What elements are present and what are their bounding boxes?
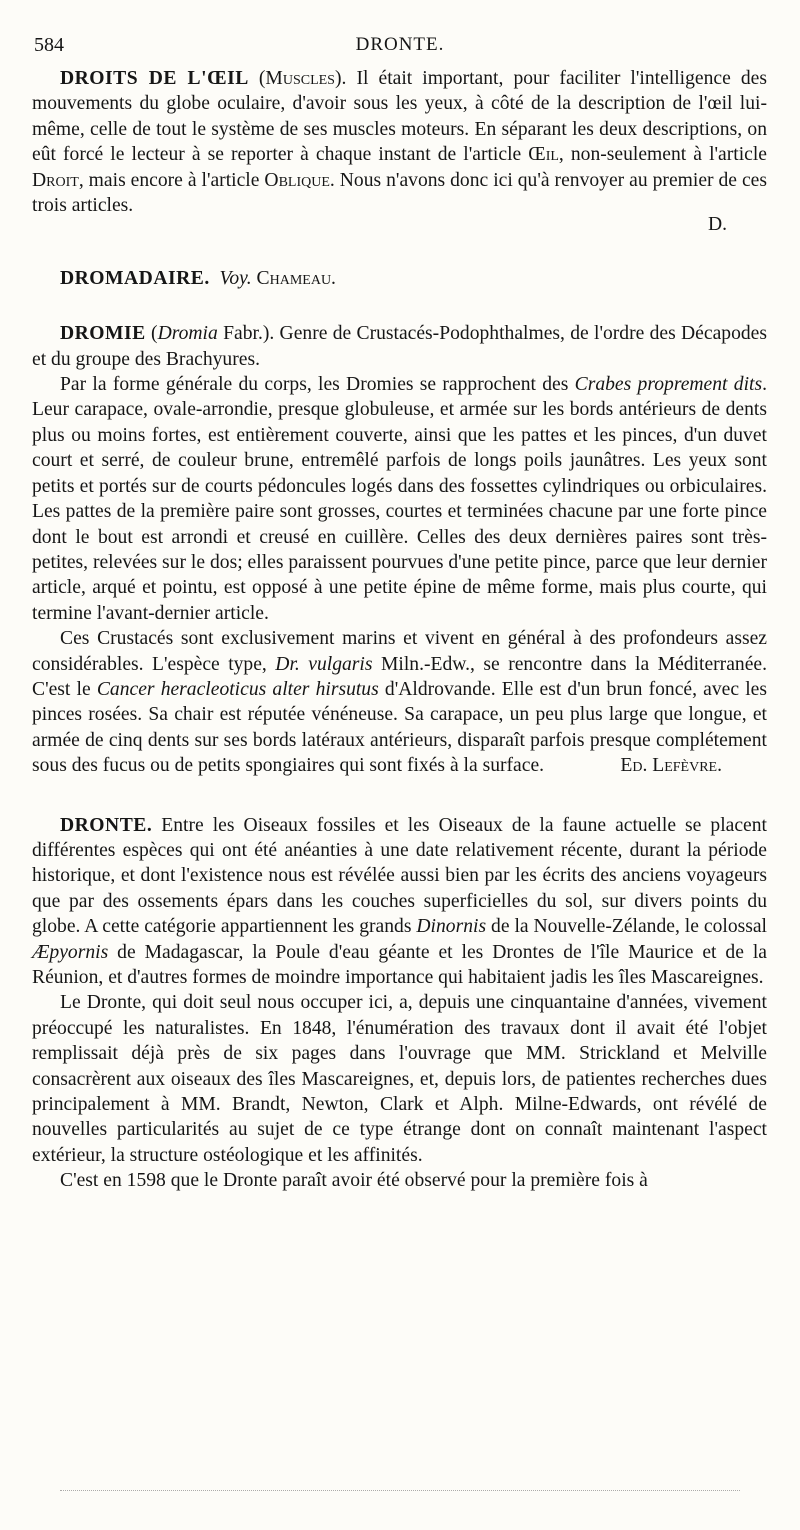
cross-reference: Œil xyxy=(528,144,559,166)
headword: DROMADAIRE. xyxy=(60,267,210,289)
headword: DRONTE. xyxy=(60,814,153,836)
text-run: Ces Crustacés sont exclusivement marins et vivent en général à des profondeurs assez considérables. L'espèce type, xyxy=(32,628,767,675)
text-run: Entre les Oiseaux fossiles et les Oiseaux de la faune actuelle se placent différentes espèces qui ont été anéanties à une date relativement récente, durant la période historique, et dont l'existence nous est révélée aussi bien par les écrits des anciens voyageurs que par des ossements épars dans les couches superficielles du sol, sur divers points du globe. A cette catégorie appartiennent les grands xyxy=(32,814,767,938)
entry-paragraph xyxy=(32,372,767,626)
text-run: , non-seulement à l'article xyxy=(558,144,767,166)
author-signature: D. xyxy=(707,214,727,236)
entry-droits-de-l-oeil xyxy=(32,66,767,238)
text-run: ( xyxy=(145,323,158,345)
entry-paragraph xyxy=(32,813,767,991)
page-number: 584 xyxy=(34,34,64,56)
text-run: ). xyxy=(334,68,357,89)
entry-paragraph xyxy=(32,66,767,218)
entry-paragraph: Le Dronte, qui doit seul nous occuper ici, a, depuis une cinquantaine d'années, vivement préoccupé les naturalistes. En 1848, l'énumération des travaux dont il avait été l'objet remplissait déjà près de six pages dans l'ouvrage que MM. Strickland et Melville consacrèrent aux oiseaux des îles Mascareignes, et, depuis lors, de patientes recherches dues principalement à MM. Brandt, Newton, Clark et Alph. Milne-Edwards, ont révélé de nouvelles particularités au sujet de ce type étrange dont on connaît maintenant l'aspect extérieur, la structure ostéologique et les affinités. xyxy=(32,992,767,1166)
species-name: Dr. vulgaris xyxy=(275,653,373,675)
scan-artifact-line xyxy=(60,1490,740,1494)
entry-paragraph: C'est en 1598 que le Dronte paraît avoir été observé pour la première fois à xyxy=(60,1170,648,1192)
page-body xyxy=(32,66,767,1194)
author-signature: Ed. Lefèvre. xyxy=(620,755,722,777)
text-run: de Madagascar, la Poule d'eau géante et les Drontes de l'île Maurice et de la Réunion, et d'autres formes de moindre importance qui habitaient jadis les îles Mascareignes. xyxy=(32,941,767,988)
entry-paragraph xyxy=(32,321,767,372)
see-also-label: Voy. xyxy=(219,267,252,289)
entry-dromie xyxy=(32,321,767,778)
text-run: Par la forme générale du corps, les Dromies se rapprochent des xyxy=(60,374,575,396)
entry-dromadaire xyxy=(32,266,767,291)
entry-dronte xyxy=(32,813,767,1194)
historic-name: Cancer heracleoticus alter hirsutus xyxy=(96,678,379,700)
taxon-name: Crabes proprement dits xyxy=(574,374,763,396)
text-run: Fabr.). Genre de Crustacés-Podophthalmes, de l'ordre des Décapodes et du groupe des Brachyures. xyxy=(32,323,767,370)
text-run: . Nous n'avons donc ici qu'à renvoyer au premier de ces trois articles. xyxy=(32,169,767,217)
headword: DROMIE xyxy=(60,323,146,345)
text-run: Il était important, pour faciliter l'intelligence des mouvements du globe oculaire, d'avoir sous les yeux, à côté de la description de l'œil lui-même, celle de tout le système de ses muscles moteurs. En séparant les deux descriptions, on eût forcé le lecteur à se reporter à chaque instant de l'article xyxy=(32,68,767,166)
running-title: DRONTE. xyxy=(355,34,445,55)
text-run: Miln.-Edw., se rencontre dans la Méditerranée. C'est le xyxy=(32,653,767,700)
genus-name: Æpyornis xyxy=(32,941,109,963)
text-run: . Leur carapace, ovale-arrondie, presque globuleuse, et armée sur les bords antérieurs de dents plus ou moins fortes, est entièrement couverte, ainsi que les pattes et les pinces, d'un duvet court et serré, de couleur brune, entremêlé parfois de longs poils jaunâtres. Les yeux sont petits et portés sur de courts pédoncules logés dans des fossettes cylindriques ou orbiculaires. Les pattes de la première paire sont grosses, courtes et terminées chacune par une forte pince dont le bout est arrondi et creusé en cuillère. Celles des deux dernières paires sont très-petites, relevées sur le dos; elles paraissent pourvues d'une petite pince, parce que leur dernier article, arqué et pointu, est opposé à une petite épine de même forme, mais plus courte, qui termine l'avant-dernier article. xyxy=(32,374,767,624)
cross-reference: Droit xyxy=(32,169,79,191)
text-run: de la Nouvelle-Zélande, le colossal xyxy=(486,916,768,938)
cross-reference: Oblique xyxy=(264,169,330,191)
headword: DROITS DE L'ŒIL xyxy=(60,68,249,89)
entry-paragraph xyxy=(32,626,767,778)
genus-name: Dinornis xyxy=(416,916,487,938)
text-run: , mais encore à l'article xyxy=(78,169,265,191)
text-run: d'Aldrovande. Elle est d'un brun foncé, avec les pinces rosées. Sa chair est réputée vénéneuse. Sa carapace, un peu plus large que longue, et armée de cinq dents sur ses bords latéraux antérieurs, disparaît parfois presque complétement sous des fucus ou de petits spongiaires qui sont fixés à la surface. xyxy=(32,678,767,777)
entry-paragraph xyxy=(32,266,767,291)
genus-name: Dromia xyxy=(157,323,218,345)
cross-reference: Chameau. xyxy=(256,267,336,289)
text-run: ( xyxy=(248,68,266,89)
subject-label: Muscles xyxy=(265,68,335,89)
